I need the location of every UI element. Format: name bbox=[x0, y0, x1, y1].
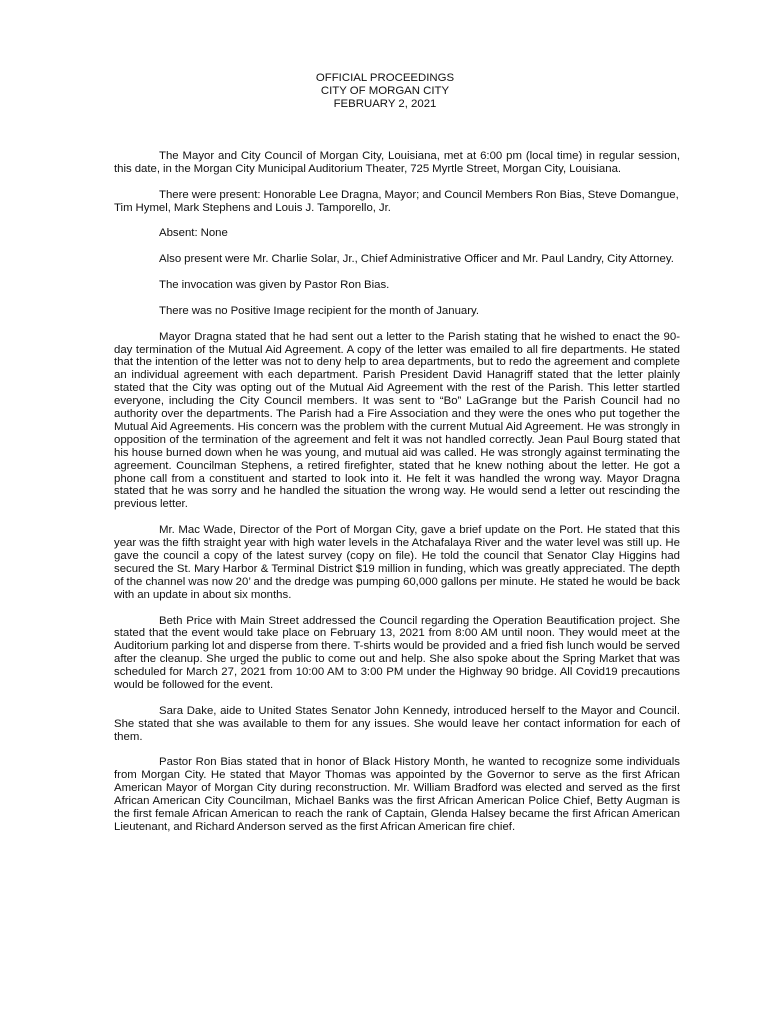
paragraph-beautification: Beth Price with Main Street addressed the Council regarding the Operation Beautification project. She stated that the event would take place on February 13, 2021 from 8:00 AM until noon. They would meet at the Auditorium parking lot and disperse from there. T-shirts would be provided and a fried fish lunch would be served after the cleanup. She urged the public to come out and help. She also spoke about the Spring Market that was scheduled for March 27, 2021 from 10:00 AM to 3:00 PM under the Highway 90 bridge. All Covid19 precautions would be followed for the event. bbox=[114, 614, 680, 692]
paragraph-positive-image: There was no Positive Image recipient for the month of January. bbox=[159, 304, 480, 317]
paragraph-mutual-aid: Mayor Dragna stated that he had sent out a letter to the Parish stating that he wished to enact the 90-day termination of the Mutual Aid Agreement. A copy of the letter was emailed to all fire departments. He stated that the intention of the letter was not to deny help to area departments, but to redo the agreement and complete an individual agreement with each department. Parish President David Hanagriff stated that the letter plainly stated that the City was opting out of the Mutual Aid Agreement with the rest of the Parish. This letter startled everyone, including the City Council members. It was sent to “Bo” LaGrange but the Parish Council had no authority over the departments. The Parish had a Fire Association and they were the ones who put together the Mutual Aid Agreements. His concern was the problem with the current Mutual Aid Agreement. He was strongly in opposition of the termination of the agreement and felt it was not handled correctly. Jean Paul Bourg stated that his house burned down when he was young, and mutual aid was called. He was strongly against terminating the agreement. Councilman Stephens, a retired firefighter, stated that he knew nothing about the letter. He got a phone call from a constituent and started to look into it. He felt it was handled the wrong way. Mayor Dragna stated that he was sorry and he handled the situation the wrong way. He would send a letter out rescinding the previous letter. bbox=[114, 330, 680, 511]
paragraph-present: There were present: Honorable Lee Dragna, Mayor; and Council Members Ron Bias, Steve Domangue, Tim Hymel, Mark Stephens and Louis J. Tamporello, Jr. bbox=[114, 188, 679, 214]
document-body bbox=[114, 150, 680, 847]
paragraph-senator-aide: Sara Dake, aide to United States Senator John Kennedy, introduced herself to the Mayor and Council. She stated that she was available to them for any issues. She would leave her contact information for each of them. bbox=[114, 704, 680, 743]
header-title: OFFICIAL PROCEEDINGS bbox=[315, 72, 455, 84]
paragraph-absent: Absent: None bbox=[159, 227, 228, 240]
paragraph-meeting-intro: The Mayor and City Council of Morgan City, Louisiana, met at 6:00 pm (local time) in regular session, this date, in the Morgan City Municipal Auditorium Theater, 725 Myrtle Street, Morgan City, Louisiana. bbox=[114, 150, 680, 175]
document-header bbox=[0, 72, 770, 111]
paragraph-invocation: The invocation was given by Pastor Ron Bias. bbox=[159, 279, 390, 291]
paragraph-black-history: Pastor Ron Bias stated that in honor of Black History Month, he wanted to recognize some individuals from Morgan City. He stated that Mayor Thomas was appointed by the Governor to serve as the first African American Mayor of Morgan City during reconstruction. Mr. William Bradford was elected and served as the first African American City Councilman, Michael Banks was the first African American Police Chief, Betty Augman is the first female African American to reach the rank of Captain, Glenda Halsey became the first African American Lieutenant, and Richard Anderson served as the first African American fire chief. bbox=[114, 756, 680, 833]
paragraph-port-update: Mr. Mac Wade, Director of the Port of Morgan City, gave a brief update on the Port. He stated that this year was the fifth straight year with high water levels in the Atchafalaya River and the water level was still up. He gave the council a copy of the latest survey (copy on file). He told the council that Senator Clay Higgins had secured the St. Mary Harbor & Terminal District $19 million in funding, which was greatly appreciated. The depth of the channel was now 20’ and the dredge was pumping 60,000 gallons per minute. He stated he would be back with an update in about six months. bbox=[114, 524, 680, 601]
header-city: CITY OF MORGAN CITY bbox=[320, 85, 450, 97]
header-date: FEBRUARY 2, 2021 bbox=[333, 98, 437, 110]
paragraph-also-present: Also present were Mr. Charlie Solar, Jr., Chief Administrative Officer and Mr. Paul Landry, City Attorney. bbox=[159, 253, 674, 266]
